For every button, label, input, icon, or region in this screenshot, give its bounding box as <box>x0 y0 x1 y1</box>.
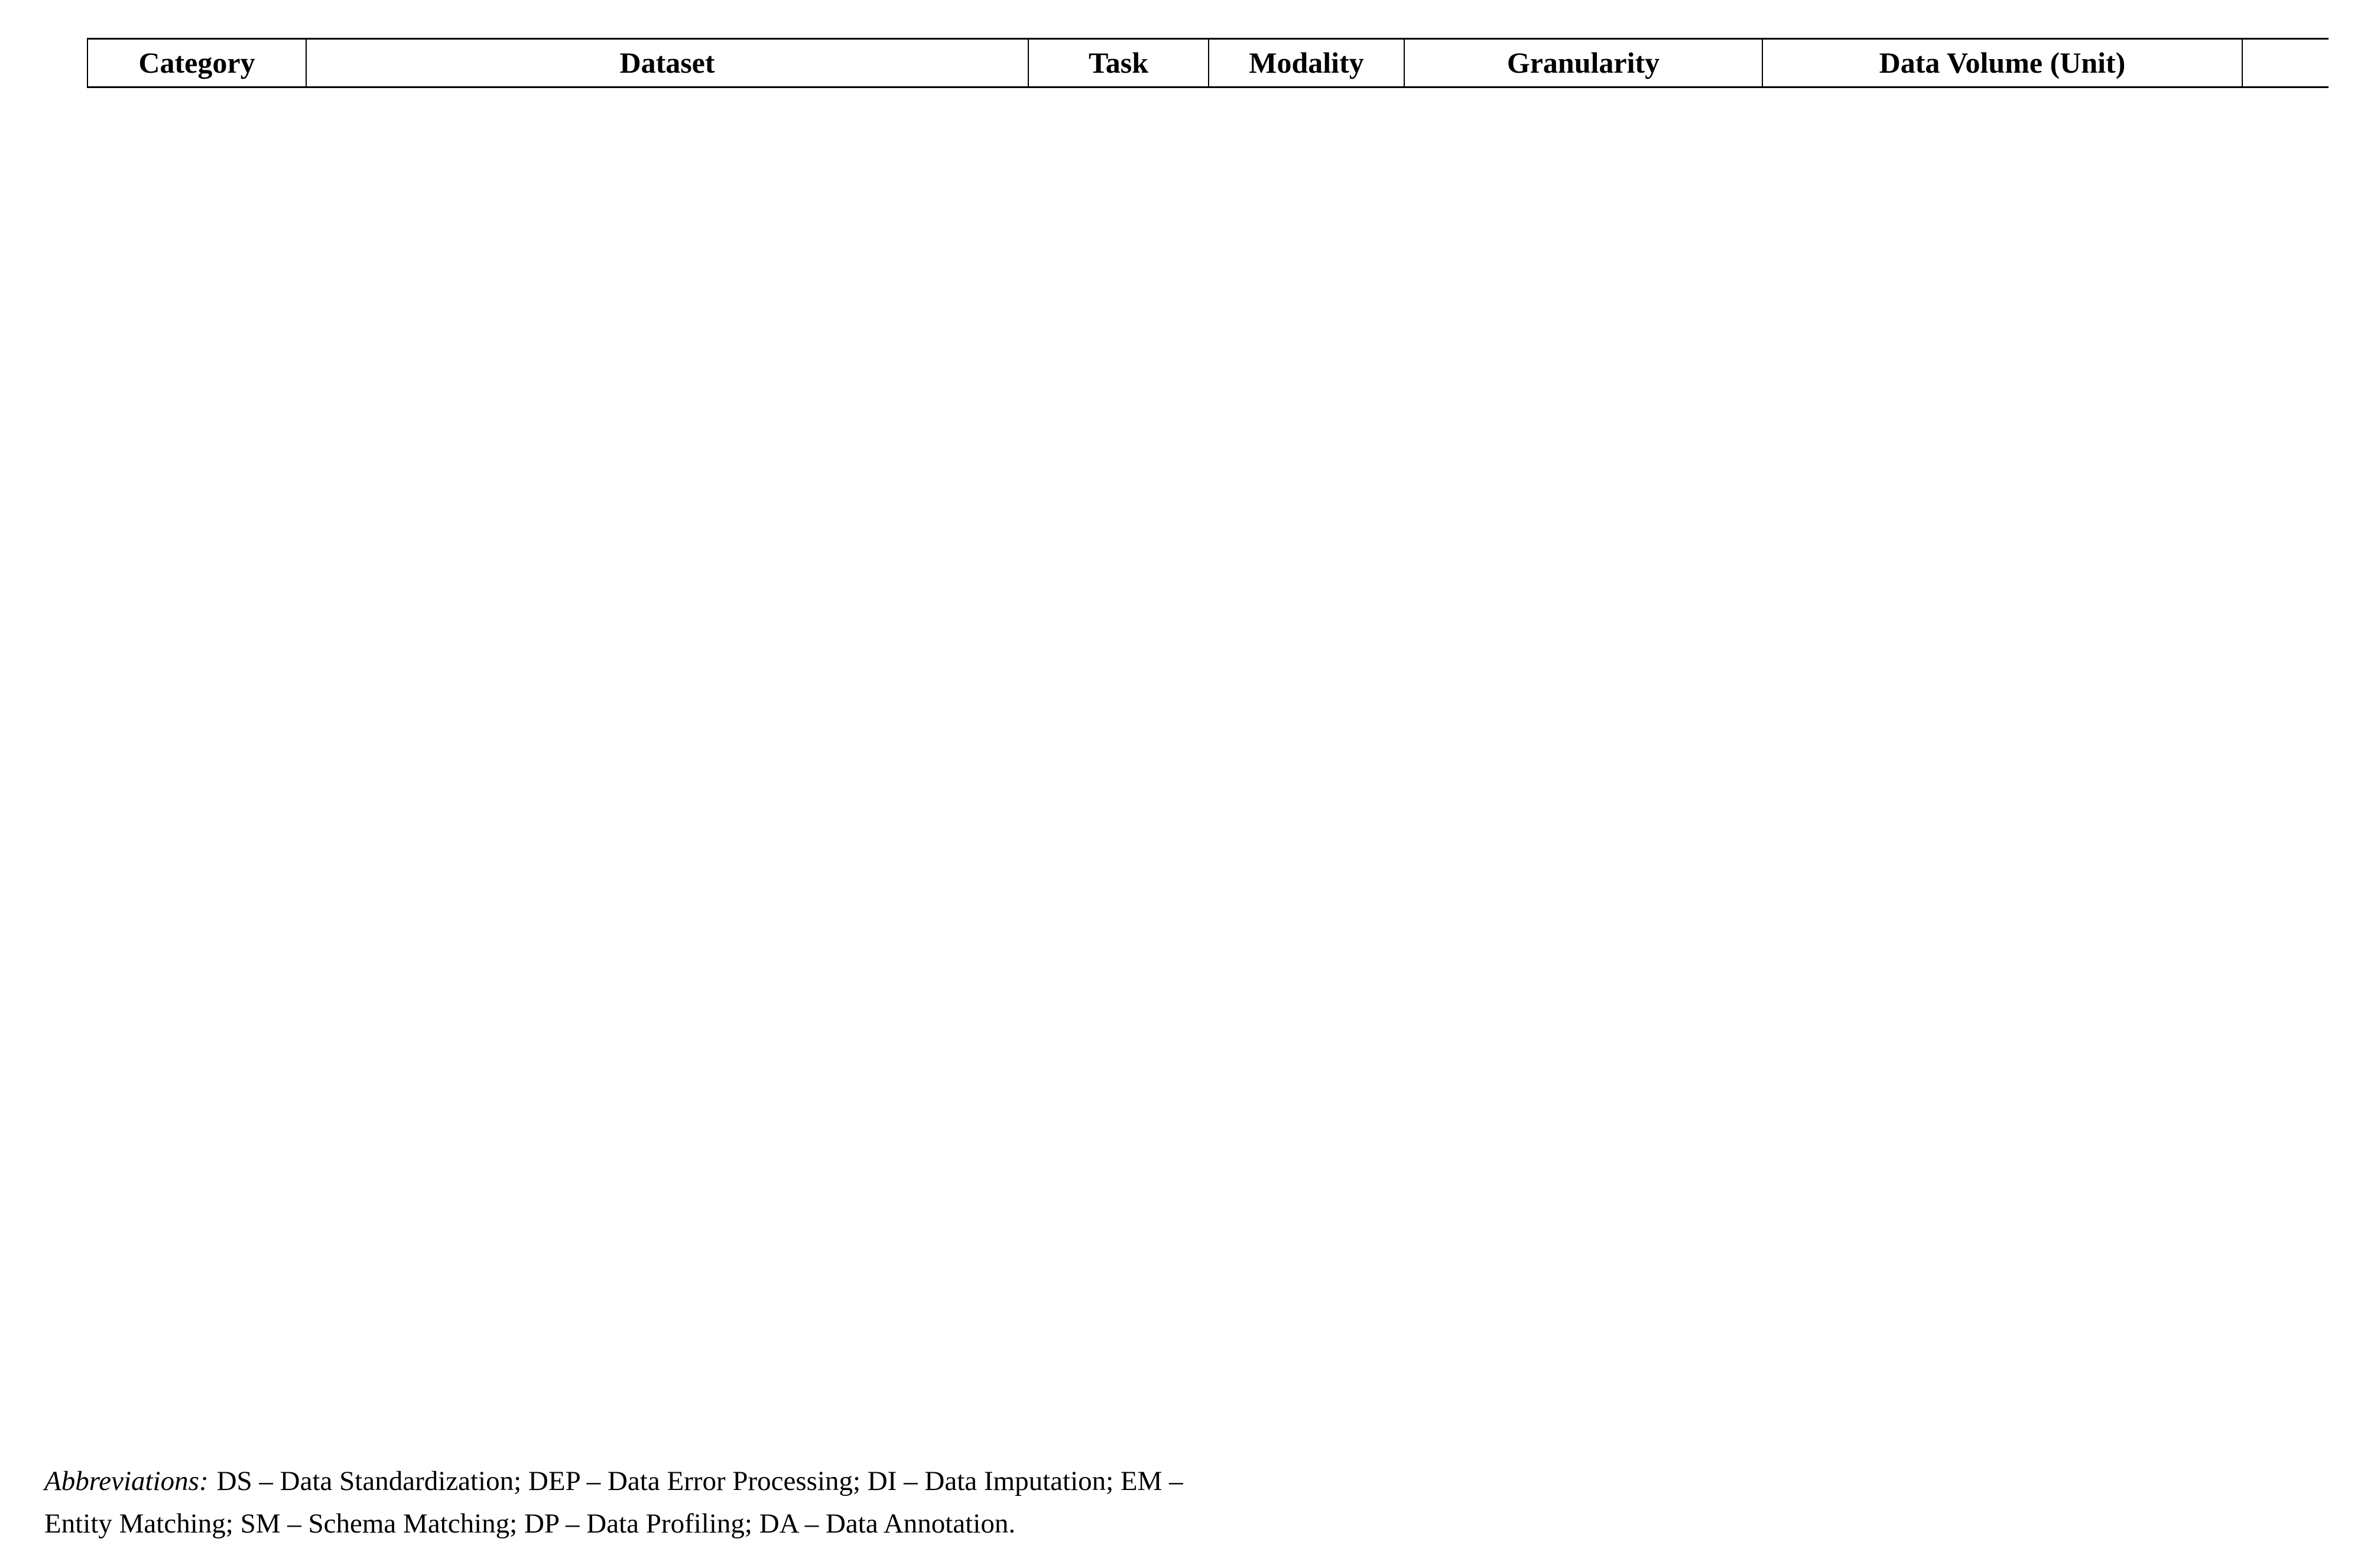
abbreviations-label: Abbreviations: <box>44 1466 209 1496</box>
datasets-table <box>87 38 2329 88</box>
column-header-category: Category <box>87 39 306 87</box>
column-header-modality: Modality <box>1209 39 1404 87</box>
column-header-extra <box>2242 39 2329 87</box>
abbreviations-note <box>44 1460 1183 1545</box>
column-header-granularity: Granularity <box>1404 39 1762 87</box>
abbreviations-line1: DS – Data Standardization; DEP – Data Error Processing; DI – Data Imputation; EM – <box>216 1466 1183 1496</box>
column-header-dataset: Dataset <box>306 39 1028 87</box>
abbreviations-line2: Entity Matching; SM – Schema Matching; DP – Data Profiling; DA – Data Annotation. <box>44 1508 1016 1539</box>
table-header-row <box>87 39 2329 87</box>
column-header-task: Task <box>1028 39 1209 87</box>
table-header <box>87 39 2329 87</box>
column-header-data-volume: Data Volume (Unit) <box>1762 39 2242 87</box>
